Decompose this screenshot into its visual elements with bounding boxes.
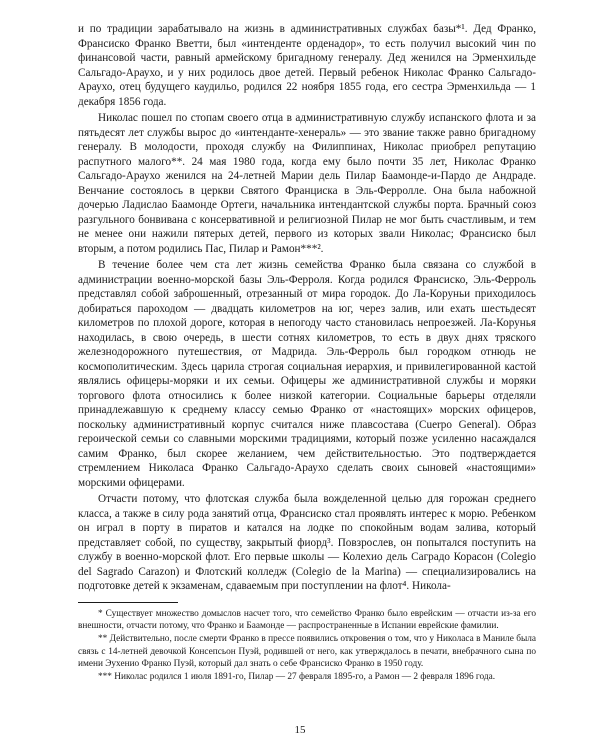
main-text bbox=[78, 22, 536, 596]
footnote-3: *** Николас родился 1 июля 1891-го, Пилар — 27 февраля 1895-го, а Рамон — 2 февраля 1896 года. bbox=[98, 672, 496, 683]
paragraph-3: В течение более чем ста лет жизнь семейства Франко была связана со службой в администрации военно-морской базы Эль-Ферроля. Когда родился Франсиско, Эль-Ферроль представлял собой заброшенный, отрезанный от мира городок. До Ла-Коруньи приходилось добираться пароходом — двадцать километров на юг, через залив, или ехать шестьдесят километров по плохой дороге, которая в непогоду часто становилась непроезжей. Ла-Корунья находилась, в свою очередь, в шести сотнях километров, то есть в двух днях тряского железнодорожного путешествия, от Мадрида. Эль-Ферроль был городком отнюдь не космополитическим. Здесь царила строгая социальная иерархия, и привилегированной кастой являлись офицеры-моряки и их семьи. Офицеры же административной службы и моряки торгового флота относились к более низкой категории. Социальные барьеры отделяли принадлежавшую к среднему классу семью Франко от «настоящих» морских офицеров, поскольку административный корпус считался ниже плавсостава (Cuerpo General). Образ героической семьи со славными морскими традициями, который позже усиленно насаждался самим Франко, был скорее желанием, чем действительностью. Это подтверждается стремлением Николаса Франко Сальгадо-Араухо сделать своих сыновей «настоящими» морскими офицерами. bbox=[78, 259, 536, 489]
paragraph-1: и по традиции зарабатывало на жизнь в административных службах базы*¹. Дед Франко, Франсиско Франко Вветти, был «интенденте орденадор», то есть получил высокий чин по финансовой части, равный армейскому бригадному генералу. Дед женился на Эрменхильде Сальгадо-Араухо, и у них родилось двое детей. Первый ребенок Николас Франко Сальгадо-Араухо, отец будущего каудильо, родился 22 ноября 1855 года, его сестра Эрменхильда — 1 декабря 1856 года. bbox=[78, 23, 536, 108]
footnote-1: * Существует множество домыслов насчет того, что семейство Франко было еврейским — отчасти из-за его внешности, отчасти потому, что Франко и Баамонде — распространенные в Испании еврейские фамилии. bbox=[78, 609, 536, 632]
footnotes bbox=[78, 608, 536, 684]
paragraph-2: Николас пошел по стопам своего отца в административную службу испанского флота и за пятьдесят лет службы вырос до «интенданте-хенераль» — это звание также равно бригадному генералу. В молодости, проходя службу на Филиппинах, Николас приобрел репутацию распутного малого**. 24 мая 1980 года, когда ему было почти 35 лет, Николас Франко Сальгадо-Араухо женился на 24-летней Марии дель Пилар Баамонде-и-Пардо де Андраде. Венчание состоялось в церкви Святого Франциска в Эль-Ферролле. Она была набожной дочерью Ладислао Баамонде Ортеги, начальника интендантской службы порта. Брачный союз разгульного бонвивана с консервативной и религиозной Пилар не мог быть счастливым, и тем не менее они нажили пятерых детей, первого из которых звали Николас; Франсиско был вторым, а потом родились Пас, Пилар и Рамон***². bbox=[78, 112, 536, 255]
footnote-2: ** Действительно, после смерти Франко в прессе появились откровения о том, что у Николаса в Маниле была связь с 14-летней девочкой Консепсьон Пуэй, родившей от него, как утверждалось в печати, внебрачного сына по имени Эухенио Франко Пуэй, который дал знать о себе Франсиско Франко в 1950 году. bbox=[78, 634, 536, 669]
footnote-divider bbox=[78, 602, 178, 603]
paragraph-4: Отчасти потому, что флотская служба была вожделенной целью для горожан среднего класса, а также в силу рода занятий отца, Франсиско стал проявлять интерес к морю. Ребенком он играл в порту в пиратов и катался на лодке по спокойным водам залива, который представляет собой, по существу, закрытый фиорд³. Повзрослев, он попытался поступить на службу в военно-морской флот. Его первые школы — Колехио дель Саградо Корасон (Colegio del Sagrado Carazon) и Флотский колледж (Colegio de la Marina) — специализировались на подготовке детей к экзаменам, сдаваемым при поступлении на флот⁴. Никола- bbox=[78, 493, 536, 592]
page-number: 15 bbox=[294, 724, 306, 736]
